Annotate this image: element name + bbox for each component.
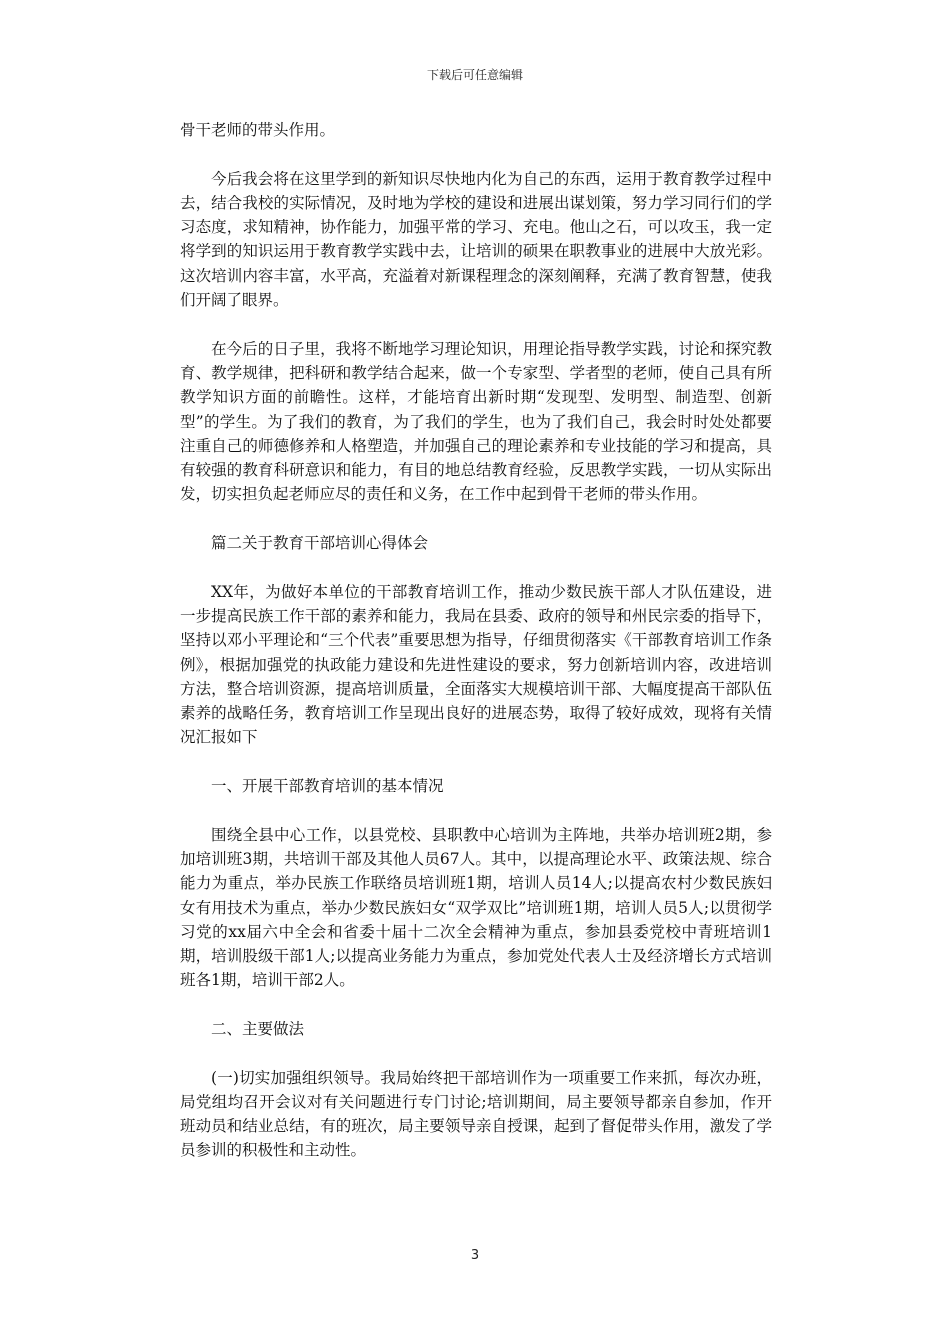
paragraph: XX年，为做好本单位的干部教育培训工作，推动少数民族干部人才队伍建设，进一步提高民族工作干部的素养和能力，我局在县委、政府的领导和州民宗委的指导下，坚持以邓小平理论和“三个代表”重要思想为指导，仔细贯彻落实《干部教育培训工作条例》，根据加强党的执政能力建设和先进性建设的要求，努力创新培训内容，改进培训方法，整合培训资源，提高培训质量，全面落实大规模培训干部、大幅度提高干部队伍素养的战略任务，教育培训工作呈现出良好的进展态势，取得了较好成效，现将有关情况汇报如下	[180, 582, 772, 747]
section-title: 篇二关于教育干部培训心得体会	[211, 534, 429, 553]
paragraph: (一)切实加强组织领导。我局始终把干部培训作为一项重要工作来抓，每次办班，局党组均召开会议对有关问题进行专门讨论;培训期间，局主要领导都亲自参加，作开班动员和结业总结，有的班次，局主要领导亲自授课，起到了督促带头作用，激发了学员参训的积极性和主动性。	[180, 1068, 772, 1160]
paragraph: 今后我会将在这里学到的新知识尽快地内化为自己的东西，运用于教育教学过程中去，结合我校的实际情况，及时地为学校的建设和进展出谋划策，努力学习同行们的学习态度，求知精神，协作能力，加强平常的学习、充电。他山之石，可以攻玉，我一定将学到的知识运用于教育教学实践中去，让培训的硕果在职教事业的进展中大放光彩。这次培训内容丰富，水平高，充溢着对新课程理念的深刻阐释，充满了教育智慧，使我们开阔了眼界。	[180, 169, 772, 310]
section-heading: 二、主要做法	[211, 1019, 305, 1038]
paragraph: 在今后的日子里，我将不断地学习理论知识，用理论指导教学实践，讨论和探究教育、教学规律，把科研和教学结合起来，做一个专家型、学者型的老师，使自己具有所教学知识方面的前瞻性。这样，才能培育出新时期“发现型、发明型、制造型、创新型”的学生。为了我们的教育，为了我们的学生，也为了我们自己，我会时时处处都要注重自己的师德修养和人格塑造，并加强自己的理论素养和专业技能的学习和提高，具有较强的教育科研意识和能力，有目的地总结教育经验，反思教学实践，一切从实际出发，切实担负起老师应尽的责任和义务，在工作中起到骨干老师的带头作用。	[180, 339, 772, 504]
paragraph: 围绕全县中心工作，以县党校、县职教中心培训为主阵地，共举办培训班2期，参加培训班3期，共培训干部及其他人员67人。其中，以提高理论水平、政策法规、综合能力为重点，举办民族工作联络员培训班1期，培训人员14人;以提高农村少数民族妇女有用技术为重点，举办少数民族妇女“双学双比”培训班1期，培训人员5人;以贯彻学习党的xx届六中全会和省委十届十二次全会精神为重点，参加县委党校中青班培训1期，培训股级干部1人;以提高业务能力为重点，参加党处代表人士及经济增长方式培训班各1期，培训干部2人。	[180, 825, 772, 990]
body-text	[180, 118, 772, 1187]
paragraph-continuation: 骨干老师的带头作用。	[180, 121, 336, 139]
section-heading: 一、开展干部教育培训的基本情况	[211, 777, 444, 796]
page-number: 3	[470, 1248, 480, 1263]
header-note: 下载后可任意编辑	[426, 68, 523, 82]
